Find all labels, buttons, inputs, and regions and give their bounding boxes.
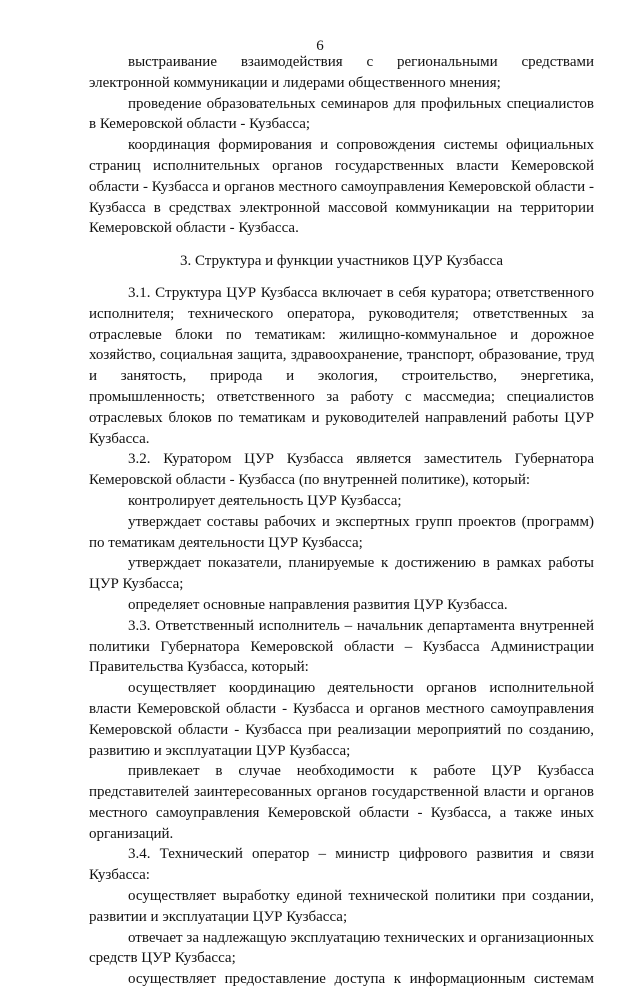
paragraph: утверждает составы рабочих и экспертных групп проектов (программ) по тематикам деятельности ЦУР Кузбасса; (89, 513, 594, 551)
paragraph: отвечает за надлежащую эксплуатацию технических и организационных средств ЦУР Кузбасса; (89, 929, 594, 967)
paragraph: привлекает в случае необходимости к работе ЦУР Кузбасса представителей заинтересованных органов государственной власти и органов местного самоуправления Кемеровской области - Кузбасса, а также иных организаций. (89, 763, 594, 842)
paragraph: выстраивание взаимодействия с региональными средствами электронной коммуникации и лидерами общественного мнения; (89, 54, 594, 91)
paragraph: координация формирования и сопровождения системы официальных страниц исполнительных органов государственных власти Кемеровской области - Кузбасса и органов местного самоуправления Кемеровской области - Кузбасса в средствах электронной массовой коммуникации на территории Кемеровской области - Кузбасса. (89, 137, 594, 237)
section-heading: 3. Структура и функции участников ЦУР Кузбасса (179, 253, 504, 270)
paragraph: контролирует деятельность ЦУР Кузбасса; (128, 492, 402, 509)
paragraph: осуществляет предоставление доступа к информационным системам (128, 971, 594, 988)
paragraph: 3.1. Структура ЦУР Кузбасса включает в себя куратора; ответственного исполнителя; технического оператора, руководителя; ответственных за отраслевые блоки по тематикам: жилищно-коммунальное и дорожное хозяйство, социальная защита, здравоохранение, транспорт, образование, труд и занятость, природа и экология, строительство, энергетика, промышленность; ответственного за работу с массмедиа; специалистов отраслевых блоков по тематикам и руководителей направлений работы ЦУР Кузбасса. (89, 284, 594, 447)
paragraph: 3.3. Ответственный исполнитель – начальник департамента внутренней политики Губернатора Кемеровской области – Кузбасса Администрации Правительства Кузбасса, который: (89, 617, 594, 676)
paragraph: 3.2. Куратором ЦУР Кузбасса является заместитель Губернатора Кемеровской области - Кузбасса (по внутренней политике), который: (89, 451, 594, 489)
paragraph: осуществляет координацию деятельности органов исполнительной власти Кемеровской области - Кузбасса и органов местного самоуправления Кемеровской области - Кузбасса при реализации мероприятий по созданию, развитию и эксплуатации ЦУР Кузбасса; (89, 680, 594, 759)
body-text (89, 52, 594, 990)
paragraph: определяет основные направления развития ЦУР Кузбасса. (128, 596, 508, 613)
page-number: 6 (316, 38, 324, 54)
paragraph: 3.4. Технический оператор – министр цифрового развития и связи Кузбасса: (89, 846, 594, 884)
paragraph: осуществляет выработку единой технической политики при создании, развитии и эксплуатации ЦУР Кузбасса; (89, 888, 594, 925)
paragraph: проведение образовательных семинаров для профильных специалистов в Кемеровской области - Кузбасса; (89, 95, 594, 133)
paragraph: утверждает показатели, планируемые к достижению в рамках работы ЦУР Кузбасса; (89, 555, 594, 593)
